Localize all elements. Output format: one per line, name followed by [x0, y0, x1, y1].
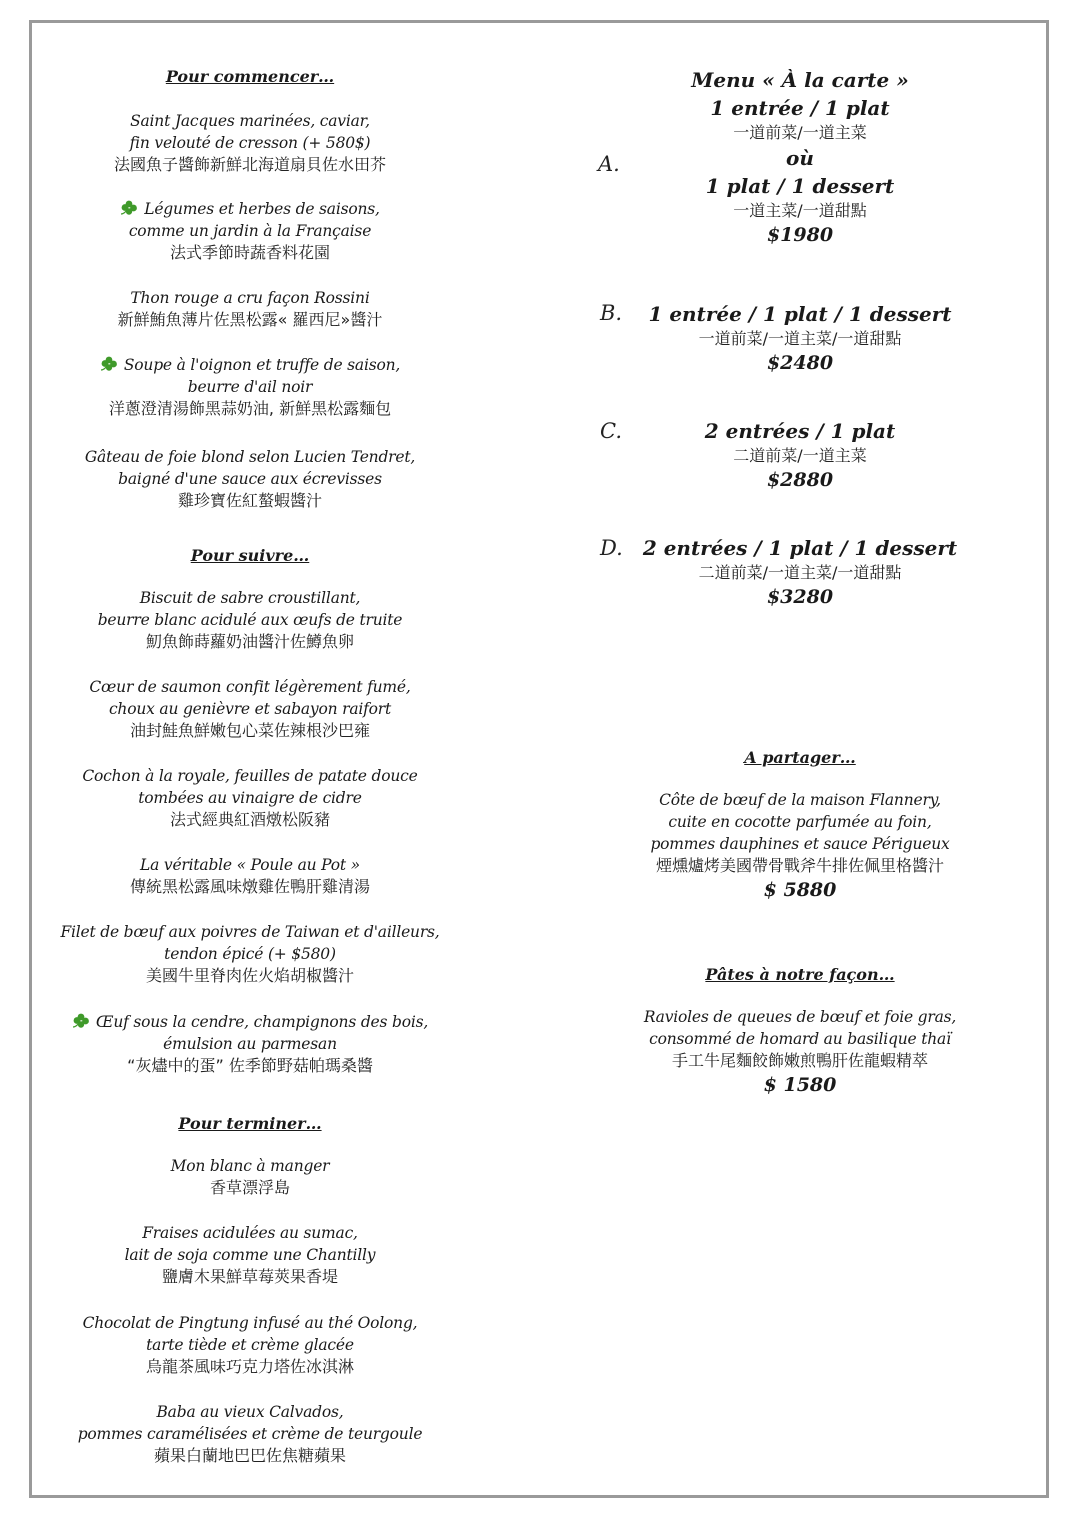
- option-letter-d: D.: [600, 536, 623, 560]
- clover-icon: [100, 356, 118, 372]
- section-heading-suivre: Pour suivre…: [190, 546, 310, 565]
- section-partager: A partager… Côte de bœuf de la maison Flannery, cuite en cocotte parfumée au foin, pommes dauphines et sauce Périgueux 煙燻爐烤美國帶骨戰斧牛排佐佩里格醬汁 $ 5880: [600, 747, 1000, 903]
- menu-option-d: 2 entrées / 1 plat / 1 dessert 二道前菜/一道主菜/一道甜點 $3280: [600, 534, 1000, 610]
- dish-mon-blanc: Mon blanc à manger 香草漂浮島: [170, 1157, 330, 1197]
- dish-oeuf-cendre: Œuf sous la cendre, champignons des bois, émulsion au parmesan “灰燼中的蛋” 佐季節野菇帕瑪桑醬: [60, 1011, 440, 1077]
- dish-saint-jacques: Saint Jacques marinées, caviar, fin velouté de cresson (+ 580$) 法國魚子醬飾新鮮北海道扇貝佐水田芥: [113, 112, 386, 174]
- option-letter-b: B.: [600, 301, 623, 325]
- price-b: $2480: [766, 352, 834, 374]
- section-heading-terminer: Pour terminer…: [178, 1114, 322, 1133]
- dish-soupe-oignon: Soupe à l'oignon et truffe de saison, beurre d'ail noir 洋蔥澄清湯飾黑蒜奶油, 新鮮黑松露麵包: [60, 354, 440, 420]
- price-partager: $ 5880: [763, 879, 837, 901]
- section-pates: Pâtes à notre façon… Ravioles de queues de bœuf et foie gras, consommé de homard au basilique thaï 手工牛尾麵餃飾嫩煎鴨肝佐龍蝦精萃 $ 1580: [600, 964, 1000, 1098]
- section-heading-pates: Pâtes à notre façon…: [705, 965, 895, 984]
- dish-chocolat: Chocolat de Pingtung infusé au thé Oolong, tarte tiède et crème glacée 烏龍茶風味巧克力塔佐冰淇淋: [82, 1314, 418, 1376]
- clover-icon: [72, 1013, 90, 1029]
- section-heading-partager: A partager…: [744, 748, 856, 767]
- price-a: $1980: [766, 224, 834, 246]
- menu-option-c: 2 entrées / 1 plat 二道前菜/一道主菜 $2880: [600, 417, 1000, 493]
- dish-legumes: Légumes et herbes de saisons, comme un jardin à la Française 法式季節時蔬香料花園: [60, 198, 440, 264]
- menu-option-a: Menu « À la carte » 1 entrée / 1 plat 一道前菜/一道主菜 où 1 plat / 1 dessert 一道主菜/一道甜點 $1980: [600, 66, 1000, 248]
- dish-fraises: Fraises acidulées au sumac, lait de soja comme une Chantilly 鹽膚木果鮮草莓莢果香堤: [124, 1224, 376, 1286]
- option-letter-a: A.: [598, 152, 620, 176]
- option-letter-c: C.: [600, 419, 622, 443]
- dish-baba: Baba au vieux Calvados, pommes caramélisées et crème de teurgoule 蘋果白蘭地巴巴佐焦糖蘋果: [77, 1403, 423, 1465]
- dish-coeur-saumon: Cœur de saumon confit légèrement fumé, choux au genièvre et sabayon raifort 油封鮭魚鮮嫩包心菜佐辣根沙巴雍: [89, 678, 411, 740]
- dish-filet-boeuf: Filet de bœuf aux poivres de Taiwan et d'ailleurs, tendon épicé (+ $580) 美國牛里脊肉佐火焰胡椒醬汁: [60, 923, 440, 985]
- menu-option-b: 1 entrée / 1 plat / 1 dessert 一道前菜/一道主菜/一道甜點 $2480: [600, 300, 1000, 376]
- dish-gateau-foie: Gâteau de foie blond selon Lucien Tendret, baigné d'une sauce aux écrevisses 雞珍寶佐紅螯蝦醬汁: [84, 448, 416, 510]
- clover-icon: [120, 200, 138, 216]
- price-d: $3280: [766, 586, 834, 608]
- dish-cochon-royale: Cochon à la royale, feuilles de patate douce tombées au vinaigre de cidre 法式經典紅酒燉松阪豬: [82, 767, 418, 829]
- menu-title: Menu « À la carte »: [691, 68, 909, 92]
- price-pates: $ 1580: [763, 1074, 837, 1096]
- section-heading-commencer: Pour commencer…: [165, 67, 335, 86]
- dish-poule-au-pot: La véritable « Poule au Pot » 傳統黑松露風味燉雞佐鴨肝雞清湯: [129, 856, 370, 896]
- dish-thon-rouge: Thon rouge a cru façon Rossini 新鮮鮪魚薄片佐黑松露« 羅西尼»醬汁: [117, 289, 383, 329]
- price-c: $2880: [766, 469, 834, 491]
- dish-biscuit-sabre: Biscuit de sabre croustillant, beurre blanc acidulé aux œufs de truite 魛魚飾蒔蘿奶油醬汁佐鱒魚卵: [97, 589, 403, 651]
